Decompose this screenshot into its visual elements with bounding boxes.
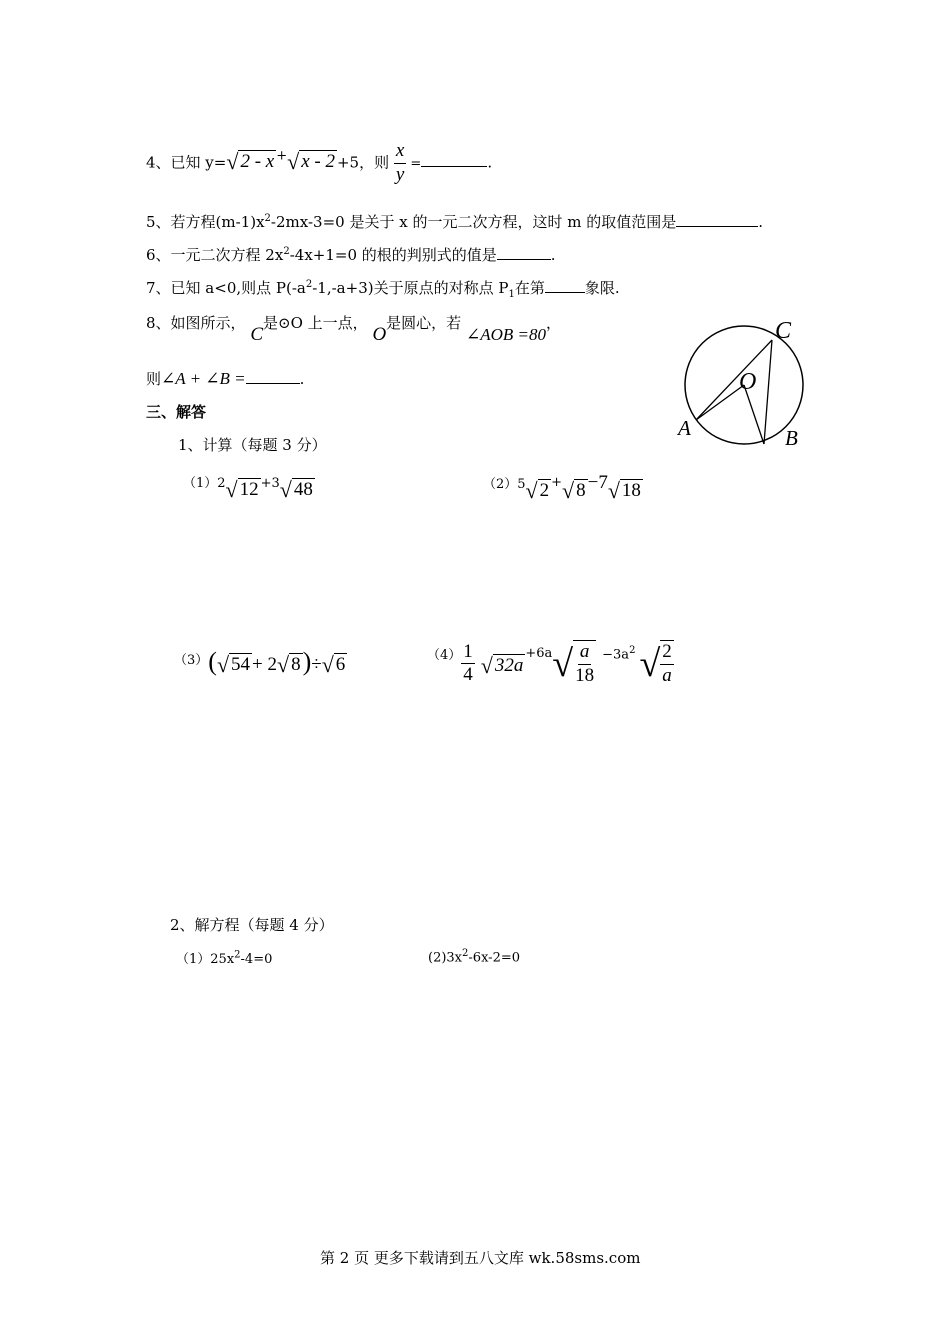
- calc1-radical-2: √ 48: [279, 477, 313, 502]
- question-8-line-2: 则∠A + ∠B = .: [146, 369, 305, 388]
- calc-problem-4: （4） $\frac{1}{4}$ √ 32a +6a √ $\frac{a}{18}$ $-3a^2$ √ $\frac{2}{a}$: [427, 640, 672, 686]
- figure-label-c: C: [775, 318, 792, 344]
- calc3-radical-3: √ 6: [321, 652, 346, 677]
- calc4-radical-3: $\frac{2}{a}$: [662, 641, 672, 686]
- calc4-radical-2: $\frac{a}{18}$: [575, 641, 595, 686]
- q7-answer-blank[interactable]: [545, 291, 585, 293]
- calc2-radical-2: √ 8: [562, 478, 586, 503]
- figure-label-b: B: [785, 426, 798, 450]
- q4-fraction: $\frac{x}{y}$: [395, 140, 405, 185]
- equations-title: 2、解方程（每题 4 分）: [170, 916, 334, 934]
- page-footer: 第 2 页 更多下载请到五八文库 wk.58sms.com: [320, 1249, 641, 1267]
- calc2-radical-3: √ 18: [607, 478, 641, 503]
- q6-answer-blank[interactable]: [497, 258, 551, 260]
- calc4-fraction: $\frac{1}{4}$: [463, 640, 473, 686]
- figure-label-a: A: [678, 416, 691, 440]
- q8-angle: ∠AOB =80: [465, 325, 546, 344]
- question-6: 6、一元二次方程 $2x^2-4x+1=0$ 的根的判别式的值是 .: [146, 246, 556, 264]
- q5-answer-blank[interactable]: [676, 225, 758, 227]
- q4-plus5: +5，则: [336, 153, 390, 172]
- q4-radical-2: √ x - 2: [287, 149, 335, 175]
- question-4: 4、已知 y=√ 2 - x +√ x - 2 +5，则 $\frac{x}{y}$ = .: [146, 140, 493, 185]
- calc3-radical-2: √ 8: [277, 652, 301, 677]
- question-5: 5、若方程$(m-1)x^2-2mx-3=0$ 是关于 x 的一元二次方程，这时 m 的取值范围是 .: [146, 213, 763, 231]
- calc-problem-2: （2）5√ 2 +√ 8 −7√ 18: [483, 472, 641, 503]
- q8-answer-blank[interactable]: [246, 382, 300, 384]
- figure-label-o: O: [739, 369, 757, 395]
- calc2-radical-1: √ 2: [525, 478, 550, 503]
- calc-problem-3: （3）(√ 54 + 2√ 8)÷√ 6: [174, 647, 346, 677]
- section-3-title: 三、解答: [146, 403, 207, 421]
- q8-point-c: C: [250, 324, 264, 345]
- equation-2: $(2)3x^2-6x-2=0$: [428, 948, 520, 966]
- segment-ac: [696, 340, 772, 420]
- calc-title: 1、计算（每题 3 分）: [178, 436, 327, 454]
- equation-1: $(1)25x^2-4=0$: [176, 949, 273, 967]
- q4-prefix: 4、已知 y=: [146, 153, 227, 172]
- segment-ao: [696, 385, 744, 420]
- calc3-radical-1: √ 54: [216, 652, 251, 677]
- q8-point-o: O: [372, 324, 387, 345]
- calc1-radical-1: √ 12: [225, 477, 259, 502]
- q4-radical-1: √ 2 - x: [226, 149, 275, 175]
- question-8: 8、如图所示， C是⊙O 上一点， O是圆心，若 ∠AOB =80，: [146, 314, 561, 345]
- question-7: 7、已知 a<0,则点 $P(-a^2-1,-a+3)$关于原点的对称点 $P_1$在第 象限.: [146, 279, 620, 300]
- calc4-radical-1: √ 32a: [480, 652, 524, 678]
- segment-cb: [764, 340, 772, 444]
- calc-problem-1: （1）2√ 12 +3√ 48: [183, 476, 313, 502]
- q8-angle-sum: ∠A + ∠B =: [161, 369, 246, 388]
- q4-answer-blank[interactable]: [421, 165, 487, 167]
